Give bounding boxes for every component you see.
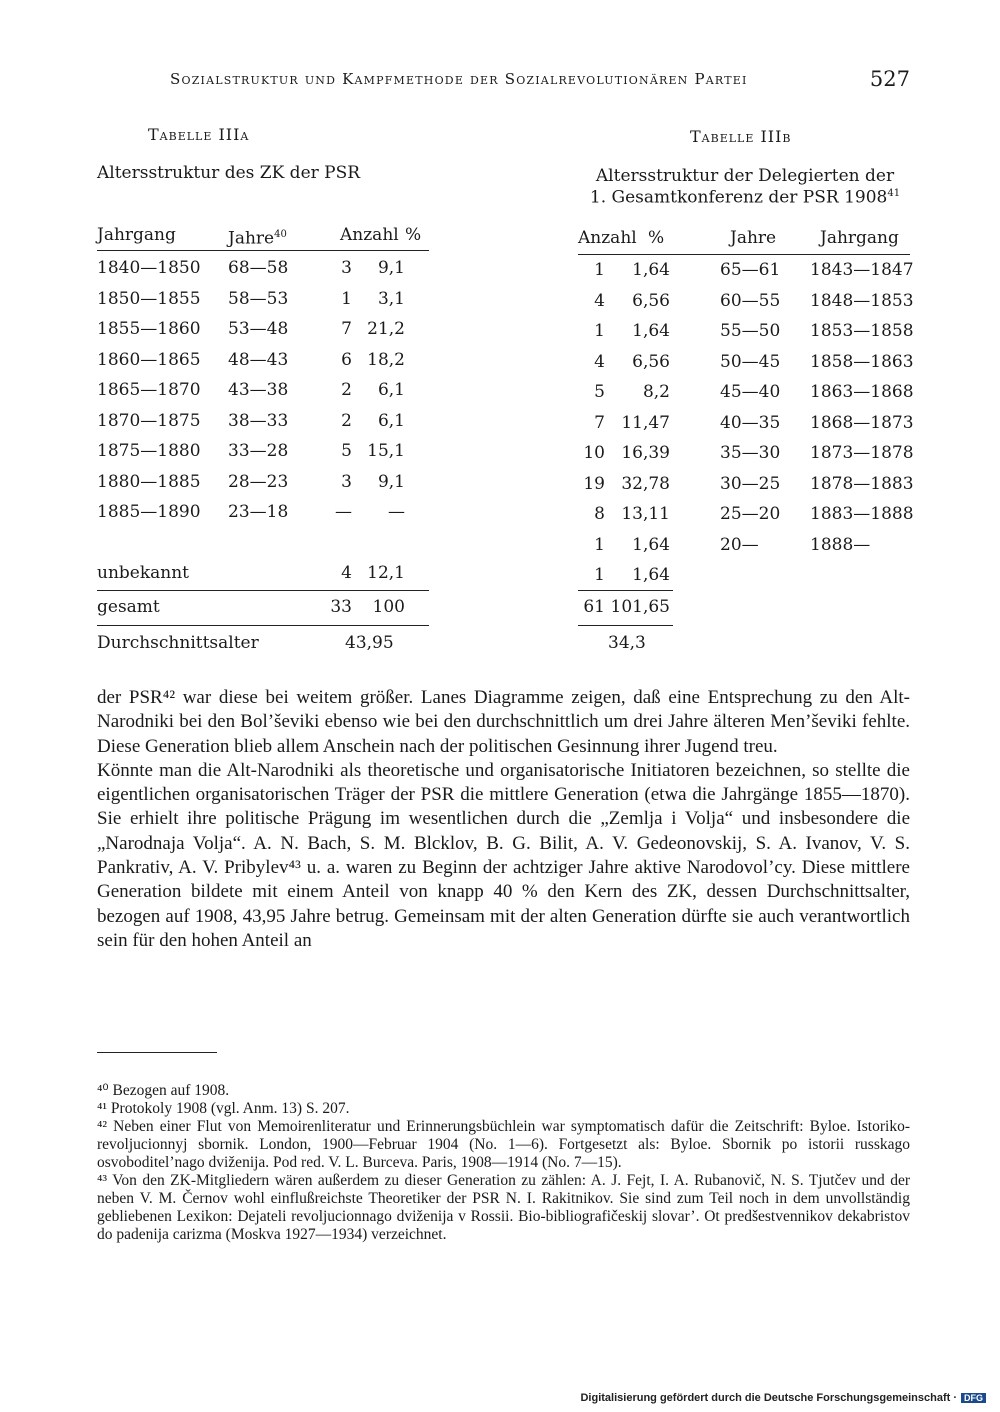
table-b-cell-pct: 16,39 [621,443,670,463]
table-a-total-label: gesamt [97,597,160,617]
table-a-cell-jahrgang: 1885—1890 [97,502,201,522]
table-a-cell-jahrgang: 1840—1850 [97,258,201,278]
running-title: Sozialstruktur und Kampfmethode der Sozialrevolutionären Partei [170,70,748,88]
table-a-cell-anzahl: 3 [341,258,352,278]
table-a-cell-pct: 3,1 [377,288,405,309]
table-a-cell-jahrgang: 1865—1870 [97,380,201,400]
table-b-cell-jahre: 65—61 [720,260,781,280]
table-a-cell-jahre: 33—28 [228,441,289,461]
table-a-cell-pct: 9,1 [377,471,405,492]
table-b-header-anzahl: Anzahl [578,228,637,248]
table-b-cell-pct: 1,64 [632,260,670,280]
table-a-cell-jahre: 48—43 [228,349,289,370]
table-b-cell-pct: 32,78 [621,473,670,494]
table-b-cell-anzahl: 5 [594,382,605,402]
table-a-cell-pct: — [388,502,405,522]
table-b-cell-pct: 11,47 [621,412,670,433]
table-b-cell-jahrgang: 1843—1847 [810,260,914,280]
table-a-cell-anzahl: 5 [341,441,352,461]
table-b-cell-jahrgang: 1868—1873 [810,412,914,433]
table-a-cell-pct: 6,1 [377,380,405,400]
table-a-header-rule [97,250,429,251]
footnote-42: ⁴² Neben einer Flut von Memoirenliteratur und Erinnerungsbüchlein war symptomatisch dafür die Zeitschrift: Byloe. Istoriko-revoljucionnyj sbornik. London, 1900—Februar 1904 (No. 1—6). Fortgesetzt als: Byloe. Sbornik po istorii russkago osvoboditel’nago dviženija. Pod red. V. L. Burceva. Paris, 1908—1914 (No. 7—15). [97,1118,910,1171]
table-a-cell-pct: 9,1 [377,258,405,278]
table-a-cell-anzahl: 2 [341,410,352,431]
table-a-cell-pct: 6,1 [377,410,405,431]
table-b-cell-jahrgang: 1883—1888 [810,504,914,524]
table-b-cell-anzahl: 8 [594,504,605,524]
table-a-cell-anzahl: 1 [341,288,352,309]
table-b-header-jahrgang: Jahrgang [820,228,899,248]
running-header [170,67,910,94]
page-number: 527 [869,67,910,91]
footnote-41: ⁴¹ Protokoly 1908 (vgl. Anm. 13) S. 207. [97,1100,350,1117]
table-a-unknown-label: unbekannt [97,563,190,583]
table-b-total-rule [578,625,673,626]
table-b-cell-jahre: 25—20 [720,504,781,524]
table-a-cell-jahre: 28—23 [228,471,289,492]
table-a-subtotal-rule [97,590,429,591]
table-a-cell-pct: 21,2 [367,319,405,339]
table-b-subtotal-rule [578,590,673,591]
paragraph-2: Könnte man die Alt-Narodniki als theoretische und organisatorische Initiatoren bezeichnen, so stellte die eigentlichen organisatorischen Träger der PSR die mittlere Generation (etwa die Jahrgänge 1855—1870). Sie erhielt ihre politische Prägung im wesentlichen durch die „Zemlja i Volja“ und insbesondere die „Narodnaja Volja“. A. N. Bach, S. M. Blcklov, B. G. Bilit, A. V. Gedeonovskij, S. A. Ivanov, V. S. Pankrativ, A. V. Pribylev⁴³ u. a. waren zu Beginn der achtziger Jahre aktive Narodovol’cy. Diese mittlere Generation bildete mit einem Anteil von knapp 40 % den Kern des ZK, dessen Durchschnittsalter, bezogen auf 1908, 43,95 Jahre betrug. Gemeinsam mit der alten Generation dürfte sie auch verantwortlich sein für den hohen Anteil an [97,759,910,951]
table-a-caption: Altersstruktur des ZK der PSR [97,163,361,183]
table-b-cell-jahre: 60—55 [720,290,781,311]
table-a-cell-jahre: 53—48 [228,319,289,339]
digitization-notice [580,1392,986,1404]
table-b-cell-jahrgang: 1858—1863 [810,351,914,372]
table-b-cell-pct: 1,64 [632,321,670,341]
table-b-cell-pct: 8,2 [642,382,670,402]
table-a-cell-jahre: 43—38 [228,380,289,400]
table-b-cell-jahrgang: 1848—1853 [810,290,914,311]
table-b-cell-jahrgang: 1873—1878 [810,443,914,463]
footnote-43: ⁴³ Von den ZK-Mitgliedern wären außerdem zu dieser Generation zu zählen: A. J. Fejt, I. A. Rubanovič, N. S. Tjutčev und der neben V. M. Černov wohl einflußreichste Theoretiker der PSR N. I. Rakitnikov. Sie sind zum Teil noch in dem unvollständig gebliebenen Lexikon: Dejateli revoljucionnago dviženija v Rossii. Bio-bibliografičeskij slovar’. Ot predšestvennikov dekabristov do padenija carizma (Moskva 1927—1934) verzeichnet. [97,1172,910,1243]
table-a-header-jahre: Jahre$^{40}$ [228,228,287,249]
table-b-cell-pct: 1,64 [632,534,670,555]
table-a-header-anzahl: Anzahl [340,225,399,245]
table-a-total-count: 33 [330,597,352,617]
table-a-cell-jahrgang: 1875—1880 [97,441,201,461]
table-b-label: Tabelle IIIb [690,127,792,146]
table-a-total-pct: 100 [372,597,405,617]
table-b-cell-jahre: 30—25 [720,473,781,494]
table-a-cell-anzahl: — [335,502,352,522]
table-a-cell-jahrgang: 1880—1885 [97,471,201,492]
table-a-cell-jahrgang: 1860—1865 [97,349,201,370]
table-b-cell-anzahl: 4 [594,290,605,311]
table-b-cell-anzahl: 1 [594,321,605,341]
table-b-cell-jahrgang: 1888— [810,534,871,555]
table-b-cell-pct: 1,64 [632,565,670,585]
table-b-cell-pct: 6,56 [632,290,670,311]
table-b-cell-jahre: 55—50 [720,321,781,341]
body-text [97,686,910,953]
table-a-cell-pct: 18,2 [367,349,405,370]
table-a-unknown-pct: 12,1 [367,563,405,583]
dfg-logo: DFG [961,1393,986,1403]
table-a-cell-jahrgang: 1855—1860 [97,319,201,339]
footnote-40: ⁴⁰ Bezogen auf 1908. [97,1082,230,1099]
table-a-cell-jahre: 68—58 [228,258,289,278]
table-b-cell-anzahl: 1 [594,260,605,280]
table-a-cell-jahre: 23—18 [228,502,289,522]
table-b-total-pct: 101,65 [610,597,670,617]
table-b-total-count: 61 [583,597,605,617]
table-b-cell-anzahl: 19 [583,473,605,494]
table-b-cell-pct: 13,11 [621,504,670,524]
footnotes [97,1082,910,1244]
table-a-average-label: Durchschnittsalter [97,633,259,653]
table-b-header-jahre: Jahre [730,228,777,248]
table-b-cell-jahre: 20— [720,534,759,555]
table-a-cell-anzahl: 7 [341,319,352,339]
table-b-cell-anzahl: 1 [594,565,605,585]
table-b-caption-line2: 1. Gesamtkonferenz der PSR 1908$^{41}$ [589,187,901,208]
digitization-text: Digitalisierung gefördert durch die Deutsche Forschungsgemeinschaft · [580,1392,957,1404]
table-b-cell-jahre: 35—30 [720,443,781,463]
table-b-cell-jahre: 45—40 [720,382,781,402]
table-a-label: Tabelle IIIa [148,125,250,144]
table-b-cell-anzahl: 7 [594,412,605,433]
table-a-cell-pct: 15,1 [367,441,405,461]
table-b-header-pct: % [648,228,665,248]
table-a-average-value: 43,95 [345,633,394,653]
table-a-cell-jahre: 38—33 [228,410,289,431]
table-b-cell-anzahl: 10 [583,443,605,463]
table-a-cell-anzahl: 3 [341,471,352,492]
table-b-cell-jahrgang: 1863—1868 [810,382,914,402]
table-a-header-pct: % [405,225,422,245]
table-b-cell-jahrgang: 1853—1858 [810,321,914,341]
table-b-caption-line1: Altersstruktur der Delegierten der [595,166,895,186]
table-b-header-rule [578,254,910,255]
table-b-cell-pct: 6,56 [632,351,670,372]
table-a-cell-anzahl: 2 [341,380,352,400]
table-a-cell-jahrgang: 1870—1875 [97,410,201,431]
table-a-cell-jahrgang: 1850—1855 [97,288,201,309]
table-a-cell-anzahl: 6 [341,349,352,370]
table-b-cell-jahre: 40—35 [720,412,781,433]
footnote-separator [97,1052,217,1053]
table-a-cell-jahre: 58—53 [228,288,289,309]
table-b-cell-jahrgang: 1878—1883 [810,473,914,494]
table-b-cell-jahre: 50—45 [720,351,781,372]
table-b-average-value: 34,3 [608,633,646,653]
table-a-total-rule [97,625,429,626]
table-a-unknown-count: 4 [341,563,352,583]
table-b-cell-anzahl: 4 [594,351,605,372]
paragraph-1: der PSR⁴² war diese bei weitem größer. Lanes Diagramme zeigen, daß eine Entsprechung zu den Alt-Narodniki bei den Bol’ševiki ebenso wie bei den durchschnittlich um drei Jahre älteren Men’ševiki fehlte. Diese Generation blieb allem Anschein nach der politischen Gesinnung ihrer Jugend treu. [97,687,910,757]
table-a-header-jahrgang: Jahrgang [97,225,176,245]
table-b-cell-anzahl: 1 [594,534,605,555]
